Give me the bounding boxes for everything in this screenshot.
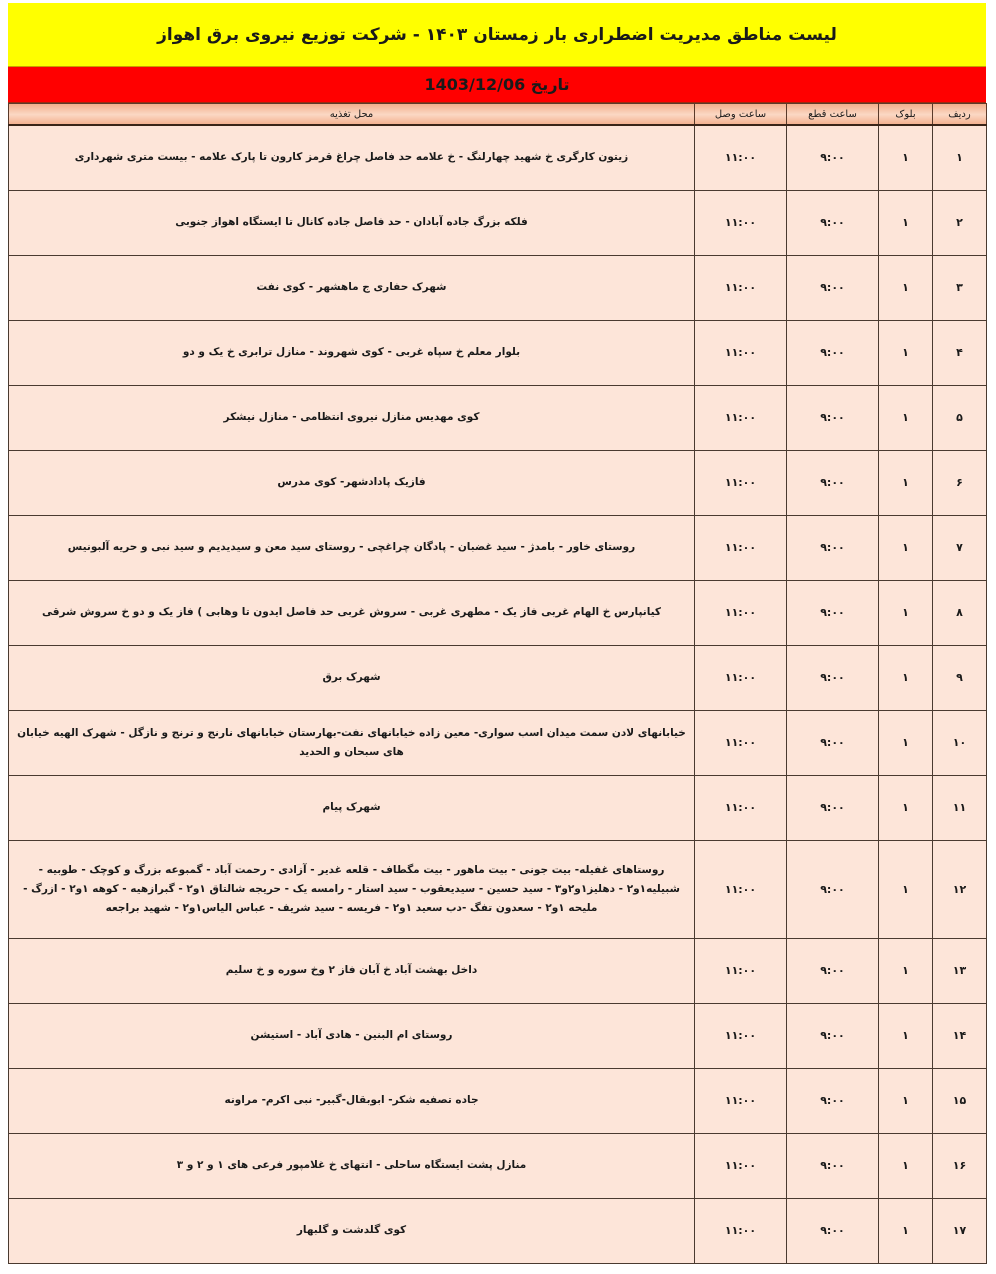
cut-time-cell: ۹:۰۰: [787, 190, 879, 255]
location-cell: کوی گلدشت و گلبهار: [9, 1198, 695, 1263]
row-number-cell: ۱۱: [933, 775, 987, 840]
block-cell: ۱: [879, 938, 933, 1003]
block-cell: ۱: [879, 320, 933, 385]
row-number-cell: ۱۰: [933, 710, 987, 775]
location-cell: زیتون کارگری خ شهید چهارلنگ - خ علامه حد فاصل چراغ قرمز کارون تا پارک علامه - بیست متری شهرداری: [9, 125, 695, 190]
connect-time-cell: ۱۱:۰۰: [695, 645, 787, 710]
cut-time-cell: ۹:۰۰: [787, 385, 879, 450]
header-cut-time: ساعت قطع: [787, 104, 879, 126]
cut-time-cell: ۹:۰۰: [787, 775, 879, 840]
connect-time-cell: ۱۱:۰۰: [695, 125, 787, 190]
row-number-cell: ۱۷: [933, 1198, 987, 1263]
row-number-cell: ۱۳: [933, 938, 987, 1003]
connect-time-cell: ۱۱:۰۰: [695, 1003, 787, 1068]
row-number-cell: ۸: [933, 580, 987, 645]
block-cell: ۱: [879, 840, 933, 938]
row-number-cell: ۱: [933, 125, 987, 190]
table-row: [9, 255, 987, 320]
location-cell: فلکه بزرگ جاده آبادان - حد فاصل جاده کانال تا ایستگاه اهواز جنوبی: [9, 190, 695, 255]
block-cell: ۱: [879, 190, 933, 255]
block-cell: ۱: [879, 1198, 933, 1263]
connect-time-cell: ۱۱:۰۰: [695, 190, 787, 255]
location-cell: داخل بهشت آباد خ آبان فاز ۲ وخ سوره و خ سلیم: [9, 938, 695, 1003]
cut-time-cell: ۹:۰۰: [787, 1133, 879, 1198]
table-row: [9, 125, 987, 190]
block-cell: ۱: [879, 1068, 933, 1133]
row-number-cell: ۲: [933, 190, 987, 255]
table-row: [9, 840, 987, 938]
block-cell: ۱: [879, 385, 933, 450]
location-cell: شهرک برق: [9, 645, 695, 710]
block-cell: ۱: [879, 1003, 933, 1068]
cut-time-cell: ۹:۰۰: [787, 645, 879, 710]
location-cell: کیانپارس خ الهام غربی فاز یک - مطهری غربی - سروش غربی حد فاصل ایدون تا وهابی ) فاز یک و دو خ سروش شرقی: [9, 580, 695, 645]
block-cell: ۱: [879, 255, 933, 320]
cut-time-cell: ۹:۰۰: [787, 1198, 879, 1263]
connect-time-cell: ۱۱:۰۰: [695, 840, 787, 938]
location-cell: روستاهای غفیله- بیت جونی - بیت ماهور - بیت مگطاف - قلعه غدیر - آزادی - رحمت آباد - گمبوعه بزرگ و کوچک - طوبیه - شبیلیه۱و۲ - دهلیز۱و۲و۳ - سید حسین - سیدیعقوب - سید استار - رامسه یک - حریجه شالتاق ۱و۲ - گبرازهیه - کوهه ۱و۲ - ازرگ - ملیحه ۱و۲ - سعدون تفگ -دب سعید ۱و۲ - فریسه - سید شریف - عباس الیاس۱و۲ - شهید براجعه: [9, 840, 695, 938]
cut-time-cell: ۹:۰۰: [787, 515, 879, 580]
location-cell: جاده تصفیه شکر- ابوبقال-گبیر- نبی اکرم- مراونه: [9, 1068, 695, 1133]
table-row: [9, 580, 987, 645]
connect-time-cell: ۱۱:۰۰: [695, 450, 787, 515]
connect-time-cell: ۱۱:۰۰: [695, 1068, 787, 1133]
location-cell: روستای ام البنین - هادی آباد - استیشن: [9, 1003, 695, 1068]
connect-time-cell: ۱۱:۰۰: [695, 515, 787, 580]
cut-time-cell: ۹:۰۰: [787, 1068, 879, 1133]
date-band: [8, 67, 986, 103]
connect-time-cell: ۱۱:۰۰: [695, 1133, 787, 1198]
cut-time-cell: ۹:۰۰: [787, 840, 879, 938]
row-number-cell: ۵: [933, 385, 987, 450]
cut-time-cell: ۹:۰۰: [787, 450, 879, 515]
connect-time-cell: ۱۱:۰۰: [695, 255, 787, 320]
connect-time-cell: ۱۱:۰۰: [695, 580, 787, 645]
table-row: [9, 710, 987, 775]
row-number-cell: ۶: [933, 450, 987, 515]
table-row: [9, 190, 987, 255]
cut-time-cell: ۹:۰۰: [787, 125, 879, 190]
location-cell: منازل پشت ایستگاه ساحلی - انتهای خ غلامپور فرعی های ۱ و ۲ و ۳: [9, 1133, 695, 1198]
location-cell: فازیک پادادشهر- کوی مدرس: [9, 450, 695, 515]
block-cell: ۱: [879, 515, 933, 580]
cut-time-cell: ۹:۰۰: [787, 938, 879, 1003]
cut-time-cell: ۹:۰۰: [787, 1003, 879, 1068]
table-header-row: [9, 104, 987, 126]
row-number-cell: ۴: [933, 320, 987, 385]
table-row: [9, 515, 987, 580]
block-cell: ۱: [879, 775, 933, 840]
table-row: [9, 320, 987, 385]
table-row: [9, 450, 987, 515]
header-block: بلوک: [879, 104, 933, 126]
location-cell: روستای خاور - بامدژ - سید غضبان - پادگان چراغچی - روستای سید معن و سیدیدیم و سید نبی و حریه آلبونیس: [9, 515, 695, 580]
connect-time-cell: ۱۱:۰۰: [695, 1198, 787, 1263]
table-row: [9, 1068, 987, 1133]
block-cell: ۱: [879, 450, 933, 515]
outage-table: [8, 103, 987, 1264]
table-row: [9, 1003, 987, 1068]
table-row: [9, 1198, 987, 1263]
table-row: [9, 1133, 987, 1198]
cut-time-cell: ۹:۰۰: [787, 320, 879, 385]
table-row: [9, 775, 987, 840]
page-title: لیست مناطق مدیریت اضطراری بار زمستان ۱۴۰۳ - شرکت توزیع نیروی برق اهواز: [157, 24, 837, 45]
location-cell: کوی مهدیس منازل نیروی انتظامی - منازل نیشکر: [9, 385, 695, 450]
block-cell: ۱: [879, 710, 933, 775]
block-cell: ۱: [879, 125, 933, 190]
cut-time-cell: ۹:۰۰: [787, 710, 879, 775]
table-row: [9, 645, 987, 710]
row-number-cell: ۱۴: [933, 1003, 987, 1068]
row-number-cell: ۹: [933, 645, 987, 710]
row-number-cell: ۱۵: [933, 1068, 987, 1133]
connect-time-cell: ۱۱:۰۰: [695, 385, 787, 450]
table-row: [9, 385, 987, 450]
header-location: محل تغذیه: [9, 104, 695, 126]
header-row-number: ردیف: [933, 104, 987, 126]
cut-time-cell: ۹:۰۰: [787, 580, 879, 645]
block-cell: ۱: [879, 1133, 933, 1198]
location-cell: خیابانهای لادن سمت میدان اسب سواری- معین زاده خیابانهای نفت-بهارستان خیابانهای نارنج و ترنج و نازگل - شهرک الهیه خیابان های سبحان و الحدید: [9, 710, 695, 775]
row-number-cell: ۳: [933, 255, 987, 320]
location-cell: شهرک پیام: [9, 775, 695, 840]
row-number-cell: ۱۶: [933, 1133, 987, 1198]
outage-schedule-sheet: [8, 3, 986, 1264]
connect-time-cell: ۱۱:۰۰: [695, 938, 787, 1003]
block-cell: ۱: [879, 645, 933, 710]
location-cell: شهرک حفاری ج ماهشهر - کوی نفت: [9, 255, 695, 320]
row-number-cell: ۷: [933, 515, 987, 580]
cut-time-cell: ۹:۰۰: [787, 255, 879, 320]
connect-time-cell: ۱۱:۰۰: [695, 775, 787, 840]
connect-time-cell: ۱۱:۰۰: [695, 710, 787, 775]
title-band: [8, 3, 986, 67]
block-cell: ۱: [879, 580, 933, 645]
row-number-cell: ۱۲: [933, 840, 987, 938]
table-row: [9, 938, 987, 1003]
header-connect-time: ساعت وصل: [695, 104, 787, 126]
location-cell: بلوار معلم خ سپاه غربی - کوی شهروند - منازل ترابری خ یک و دو: [9, 320, 695, 385]
connect-time-cell: ۱۱:۰۰: [695, 320, 787, 385]
date-label: تاریخ 1403/12/06: [424, 75, 570, 94]
